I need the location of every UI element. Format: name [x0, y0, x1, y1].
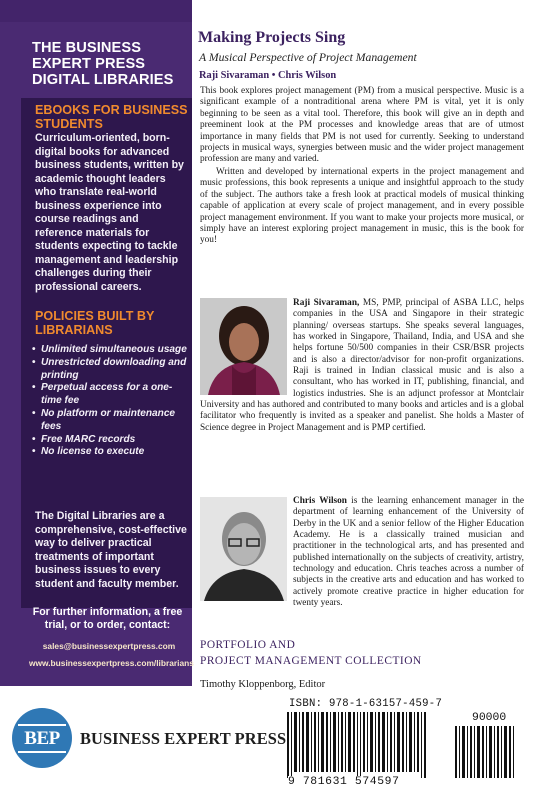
- book-title: Making Projects Sing: [198, 29, 346, 46]
- photo-wrap-spacer: [200, 298, 293, 398]
- contact-info: [21, 606, 192, 686]
- chris-bio-text: is the learning enhancement manager in the department of learning enhancement of the University of Derby in the UK and a senior fellow of the Higher Education Academy. He is a classically trained musician and practitioner in the technological arts, and has presented and published internationally on the subjects of creativity, artistry, technology and education. Chris teaches across a number of subjects in the creative arts and education and has worked to actively promote creative practice in higher education for twenty years.: [293, 496, 525, 609]
- chris-bio: [200, 496, 524, 609]
- book-subtitle: A Musical Perspective of Project Management: [199, 51, 417, 64]
- description-paragraph-2: Written and developed by international experts in the project management and music professions, this book represents a unique and insightful approach to the study of the subject. The authors take a fresh look at practical models of musical thinking capable of application at every scale of project management, and in every possible project management environment. If you want to make your projects more musical, or simply have an interest exploring project management in music, this is the book for you!: [200, 167, 524, 246]
- policy-item: • No license to execute: [32, 446, 190, 459]
- librarians-website-link[interactable]: www.businessexpertpress.com/librarians: [29, 658, 194, 668]
- description-paragraph-1: This book explores project management (PM) from a musical perspective. Music is a significant example of a nontraditional arena where PM is vital, yet it is only beginning to be seen as a vital tool. Therefore, this book will give an in depth and preeminent look at the PM processes and knowledge areas that are of utmost importance in many fields that PM is not used for currently. Seeking to understand projects in musical ways, synergies between music and the wider project management profession are many and varied.: [200, 86, 524, 165]
- isbn-label: ISBN: 978-1-63157-459-7: [289, 698, 443, 710]
- ebooks-description: Curriculum-oriented, born-digital books for advanced business students, written by academic thought leaders who translate real-world business experience into course readings and reference materials for students expecting to tackle management and leadership challenges during their professional careers.: [35, 132, 184, 294]
- ebooks-heading: EBOOKS FOR BUSINESS STUDENTS: [35, 103, 188, 131]
- logo-lettering: BEP: [24, 728, 60, 749]
- policies-heading: POLICIES BUILT BY LIBRARIANS: [35, 309, 155, 337]
- policy-item: • Free MARC records: [32, 434, 190, 447]
- raji-bio: [200, 298, 524, 434]
- raji-name: Raji Sivaraman,: [293, 298, 360, 308]
- book-authors: Raji Sivaraman • Chris Wilson: [199, 70, 337, 81]
- barcode-number: 9 781631 574597: [288, 776, 400, 788]
- sidebar-inner-box: [21, 98, 192, 608]
- policy-item: • Unrestricted downloading and printing: [32, 357, 190, 383]
- publisher-name: BUSINESS EXPERT PRESS: [80, 729, 287, 748]
- policy-item: • Perpetual access for a one-time fee: [32, 382, 190, 408]
- collection-title-line-1: PORTFOLIO AND: [200, 639, 296, 651]
- sales-email-link[interactable]: sales@businessexpertpress.com: [42, 641, 176, 651]
- policy-item: • Unlimited simultaneous usage: [32, 344, 190, 357]
- price-code: 90000: [472, 712, 507, 724]
- contact-heading: For further information, a free trial, or to order, contact:: [32, 606, 183, 632]
- logo-rule-top: [18, 724, 66, 726]
- raji-bio-text: MS, PMP, principal of ASBA LLC, helps companies in the USA and Singapore in their strategic planning/ overseas startups. She speaks several languages, has worked in Singapore, Thailand, India, and USA and she helps fortune 50/500 companies in their CSR/BSR projects and is also a director/advisor for non-profit organizations. Raji is trained in Indian classical music and is also a consultant, who has worked in IT, publishing, financial, and logistics industries. She is an adjunct professor at Montclair University and has authored and contributed to many books and articles and is a global facilitator who frequently is invited as a speaker and panelist. She holds a Master of Science degree in Project Management and is PMP certified.: [200, 298, 524, 433]
- digital-libraries-title: THE BUSINESS EXPERT PRESS DIGITAL LIBRARIES: [32, 40, 174, 88]
- digital-libraries-summary: The Digital Libraries are a comprehensive, cost-effective way to deliver practical treatments of important business issues to every student and faculty member.: [35, 510, 187, 590]
- policy-item: • No platform or maintenance fees: [32, 408, 190, 434]
- sidebar-panel: [0, 0, 192, 686]
- chris-name: Chris Wilson: [293, 496, 347, 506]
- logo-rule-bottom: [18, 751, 66, 753]
- bep-logo: [12, 708, 72, 768]
- photo-wrap-spacer: [200, 496, 293, 606]
- collection-title-line-2: PROJECT MANAGEMENT COLLECTION: [200, 655, 422, 667]
- collection-editor: Timothy Kloppenborg, Editor: [200, 679, 326, 690]
- policies-list: [32, 344, 190, 459]
- panel-top-band: [0, 0, 192, 22]
